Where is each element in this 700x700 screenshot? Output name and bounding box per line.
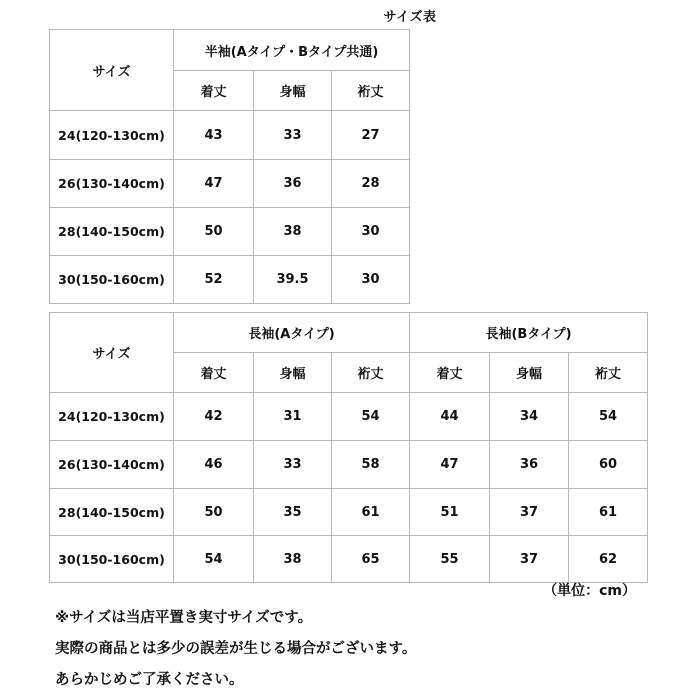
cell-value: 54 [174, 536, 254, 583]
unit-label: （単位：cm） [543, 583, 636, 599]
cell-value: 47 [174, 160, 254, 208]
note-line: ※サイズは当店平置き実寸サイズです。 [55, 610, 313, 626]
cell-value: 33 [254, 441, 332, 489]
cell-value: 51 [410, 489, 490, 536]
cell-value: 61 [569, 489, 648, 536]
cell-value: 38 [254, 536, 332, 583]
table-row [50, 256, 410, 304]
cell-value: 52 [174, 256, 254, 304]
cell-value: 65 [332, 536, 410, 583]
cell-value: 42 [174, 393, 254, 441]
note-line: あらかじめご了承ください。 [55, 672, 244, 688]
row-size-label: 26(130-140cm) [50, 160, 174, 208]
column-header-length: 着丈 [174, 71, 254, 111]
cell-value: 36 [254, 160, 332, 208]
long-sleeve-b-group-header: 長袖(Bタイプ) [410, 313, 648, 353]
table-row [50, 160, 410, 208]
cell-value: 33 [254, 111, 332, 160]
cell-value: 39.5 [254, 256, 332, 304]
notes [55, 607, 416, 700]
table-row [50, 489, 648, 536]
cell-value: 37 [490, 536, 569, 583]
cell-value: 36 [490, 441, 569, 489]
size-header: サイズ [50, 30, 174, 111]
cell-value: 46 [174, 441, 254, 489]
cell-value: 37 [490, 489, 569, 536]
column-header-width: 身幅 [490, 353, 569, 393]
size-header: サイズ [50, 313, 174, 393]
cell-value: 50 [174, 489, 254, 536]
cell-value: 43 [174, 111, 254, 160]
row-size-label: 26(130-140cm) [50, 441, 174, 489]
long-sleeve-a-group-header: 長袖(Aタイプ) [174, 313, 410, 353]
column-header-length: 着丈 [410, 353, 490, 393]
row-size-label: 28(140-150cm) [50, 208, 174, 256]
cell-value: 44 [410, 393, 490, 441]
column-header-sleeve: 裄丈 [332, 353, 410, 393]
column-header-width: 身幅 [254, 353, 332, 393]
table-row [50, 111, 410, 160]
cell-value: 27 [332, 111, 410, 160]
row-size-label: 24(120-130cm) [50, 111, 174, 160]
cell-value: 30 [332, 208, 410, 256]
page-title: サイズ表 [383, 10, 437, 25]
cell-value: 28 [332, 160, 410, 208]
column-header-sleeve: 裄丈 [332, 71, 410, 111]
row-size-label: 28(140-150cm) [50, 489, 174, 536]
cell-value: 61 [332, 489, 410, 536]
row-size-label: 30(150-160cm) [50, 536, 174, 583]
cell-value: 50 [174, 208, 254, 256]
table-row [50, 208, 410, 256]
long-sleeve-size-table [49, 312, 648, 583]
column-header-sleeve: 裄丈 [569, 353, 648, 393]
cell-value: 38 [254, 208, 332, 256]
cell-value: 54 [569, 393, 648, 441]
row-size-label: 30(150-160cm) [50, 256, 174, 304]
table-row [50, 441, 648, 489]
short-sleeve-group-header: 半袖(Aタイプ・Bタイプ共通) [174, 30, 410, 71]
note-line: 実際の商品とは多少の誤差が生じる場合がございます。 [55, 641, 417, 657]
row-size-label: 24(120-130cm) [50, 393, 174, 441]
cell-value: 58 [332, 441, 410, 489]
column-header-length: 着丈 [174, 353, 254, 393]
short-sleeve-size-table [49, 29, 410, 304]
cell-value: 60 [569, 441, 648, 489]
cell-value: 31 [254, 393, 332, 441]
table-row [50, 536, 648, 583]
column-header-width: 身幅 [254, 71, 332, 111]
cell-value: 55 [410, 536, 490, 583]
cell-value: 62 [569, 536, 648, 583]
cell-value: 35 [254, 489, 332, 536]
cell-value: 47 [410, 441, 490, 489]
table-row [50, 393, 648, 441]
cell-value: 30 [332, 256, 410, 304]
cell-value: 54 [332, 393, 410, 441]
cell-value: 34 [490, 393, 569, 441]
